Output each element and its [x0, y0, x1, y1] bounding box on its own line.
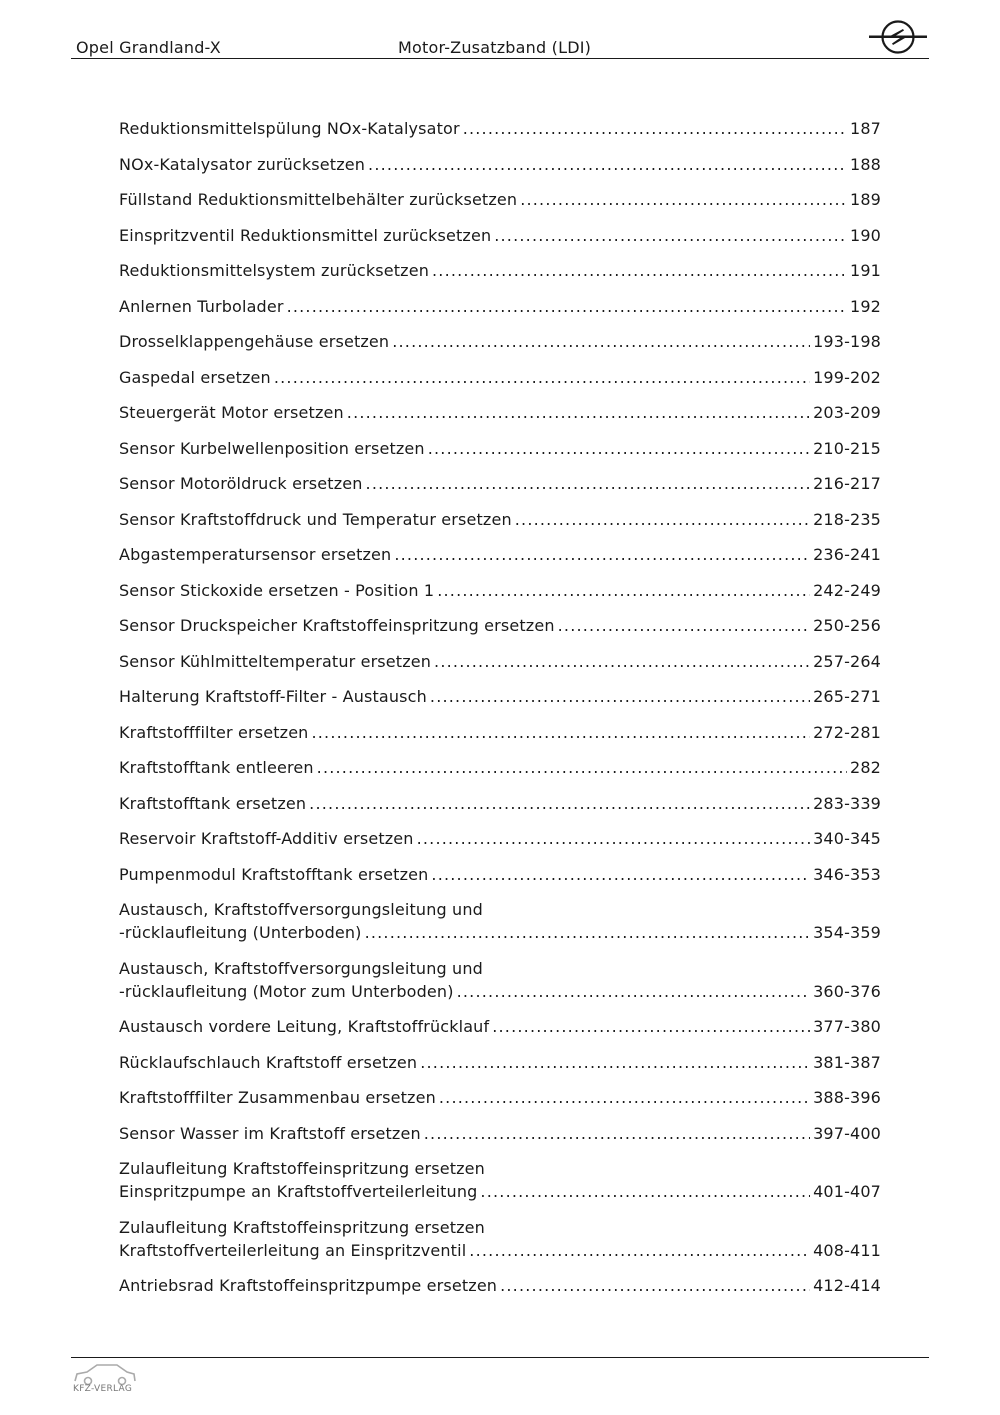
dot-leader [417, 827, 811, 850]
opel-logo-icon [867, 18, 929, 56]
toc-entry [119, 721, 881, 744]
dot-leader [492, 1015, 810, 1038]
dot-leader [347, 401, 810, 424]
dot-leader [431, 863, 810, 886]
dot-leader [457, 980, 810, 1003]
toc-entry-title: Drosselklappengehäuse ersetzen [119, 332, 390, 351]
footer-divider [71, 1357, 929, 1358]
toc-entry [119, 401, 881, 424]
toc-entry [119, 1086, 881, 1109]
dot-leader [287, 295, 847, 318]
toc-entry-line [119, 1122, 881, 1145]
toc-page-number: 193-198 [813, 332, 881, 351]
toc-entry-title: -rücklaufleitung (Unterboden) [119, 923, 362, 942]
toc-entry-line [119, 614, 881, 637]
toc-entry-title: Sensor Stickoxide ersetzen - Position 1 [119, 580, 435, 600]
toc-entry [119, 1122, 881, 1145]
toc-entry-line [119, 1086, 881, 1109]
toc-page-number: 203-209 [813, 403, 881, 422]
toc-entry-title: Austausch, Kraftstoffversorgungsleitung und [119, 900, 483, 919]
toc-entry-title: Einspritzventil Reduktionsmittel zurücksetzen [119, 225, 492, 245]
toc-entry-line [119, 827, 881, 850]
toc-page-number: 283-339 [813, 793, 881, 813]
toc-entry-title: Halterung Kraftstoff-Filter - Austausch [119, 687, 427, 706]
toc-entry-title: Kraftstofftank ersetzen [119, 793, 307, 813]
toc-entry-line-continued [119, 898, 881, 921]
toc-entry-line [119, 863, 881, 886]
toc-entry-title: Kraftstofftank entleeren [119, 758, 314, 777]
dot-leader [394, 543, 810, 566]
toc-entry-line [119, 259, 881, 282]
toc-page-number: 412-414 [813, 1276, 881, 1295]
toc-entry [119, 1216, 881, 1262]
toc-page-number: 210-215 [813, 438, 881, 458]
toc-page-number: 354-359 [813, 923, 881, 942]
toc-page-number: 192 [850, 296, 881, 316]
toc-entry [119, 756, 881, 779]
car-outline-icon [71, 1362, 139, 1386]
toc-page-number: 199-202 [813, 367, 881, 387]
toc-page-number: 191 [850, 261, 881, 280]
toc-entry [119, 579, 881, 602]
toc-entry [119, 1051, 881, 1074]
toc-entry-title: Zulaufleitung Kraftstoffeinspritzung ersetzen [119, 1159, 485, 1178]
dot-leader [463, 117, 847, 140]
toc-entry [119, 1274, 881, 1297]
toc-page-number: 388-396 [813, 1088, 881, 1107]
dot-leader [494, 224, 847, 247]
header-model-title: Opel Grandland-X [76, 38, 221, 57]
toc-entry [119, 1157, 881, 1203]
toc-page-number: 187 [850, 119, 881, 138]
toc-page-number: 242-249 [813, 580, 881, 600]
header-volume-title: Motor-Zusatzband (LDI) [398, 38, 592, 57]
toc-page-number: 381-387 [813, 1052, 881, 1072]
toc-entry-title: Austausch, Kraftstoffversorgungsleitung und [119, 958, 483, 978]
toc-entry [119, 792, 881, 815]
toc-entry-line [119, 1051, 881, 1074]
toc-entry [119, 188, 881, 211]
toc-entry [119, 259, 881, 282]
toc-entry-title: Reservoir Kraftstoff-Additiv ersetzen [119, 829, 414, 848]
toc-page-number: 408-411 [813, 1240, 881, 1260]
toc-page-number: 265-271 [813, 687, 881, 706]
toc-entry [119, 614, 881, 637]
toc-page-number: 236-241 [813, 545, 881, 564]
dot-leader [432, 259, 847, 282]
toc-entry [119, 898, 881, 944]
toc-entry-title: Sensor Wasser im Kraftstoff ersetzen [119, 1123, 421, 1143]
toc-entry-title: Abgastemperatursensor ersetzen [119, 545, 392, 564]
toc-page-number: 401-407 [813, 1182, 881, 1201]
toc-entry-title: Kraftstoffverteilerleitung an Einspritzventil [119, 1240, 467, 1260]
dot-leader [420, 1051, 810, 1074]
toc-page-number: 188 [850, 154, 881, 174]
toc-entry-title: Pumpenmodul Kraftstofftank ersetzen [119, 864, 429, 884]
toc-entry [119, 366, 881, 389]
toc-entry-title: NOx-Katalysator zurücksetzen [119, 154, 366, 174]
toc-page-number: 346-353 [813, 864, 881, 884]
toc-entry-title: Austausch vordere Leitung, Kraftstoffrücklauf [119, 1017, 490, 1036]
toc-entry-line [119, 366, 881, 389]
toc-entry-line-continued [119, 1216, 881, 1239]
page-header [71, 18, 929, 59]
toc-entry-line [119, 1015, 881, 1038]
toc-entry-title: Antriebsrad Kraftstoffeinspritzpumpe ersetzen [119, 1276, 498, 1295]
toc-entry [119, 153, 881, 176]
toc-entry-line [119, 921, 881, 944]
dot-leader [515, 508, 810, 531]
toc-entry-line [119, 437, 881, 460]
toc-entry-title: Sensor Kraftstoffdruck und Temperatur ersetzen [119, 509, 512, 529]
toc-entry-title: Kraftstofffilter ersetzen [119, 722, 309, 742]
toc-page-number: 340-345 [813, 829, 881, 848]
toc-entry-line [119, 153, 881, 176]
toc-page-number: 360-376 [813, 981, 881, 1001]
toc-entry-title: Sensor Kurbelwellenposition ersetzen [119, 438, 425, 458]
toc-entry-line [119, 579, 881, 602]
toc-entry-line [119, 224, 881, 247]
toc-entry [119, 827, 881, 850]
toc-entry-title: Anlernen Turbolader [119, 296, 284, 316]
toc-entry-title: Reduktionsmittelsystem zurücksetzen [119, 261, 429, 280]
toc-entry-title: Sensor Motoröldruck ersetzen [119, 474, 363, 493]
toc-entry [119, 508, 881, 531]
toc-entry-line [119, 685, 881, 708]
dot-leader [274, 366, 810, 389]
toc-entry-line [119, 1239, 881, 1262]
toc-page-number: 282 [850, 758, 881, 777]
toc-page-number: 190 [850, 225, 881, 245]
table-of-contents [119, 117, 881, 1310]
toc-page-number: 397-400 [813, 1123, 881, 1143]
dot-leader [430, 685, 810, 708]
dot-leader [439, 1086, 810, 1109]
toc-page-number: 257-264 [813, 651, 881, 671]
toc-entry [119, 224, 881, 247]
dot-leader [366, 472, 811, 495]
dot-leader [480, 1180, 810, 1203]
toc-entry-line [119, 330, 881, 353]
toc-entry-line [119, 401, 881, 424]
toc-entry-line-continued [119, 957, 881, 980]
toc-entry-title: Gaspedal ersetzen [119, 367, 271, 387]
toc-entry-line-continued [119, 1157, 881, 1180]
toc-entry [119, 650, 881, 673]
toc-entry-line [119, 756, 881, 779]
dot-leader [424, 1122, 810, 1145]
toc-entry-line [119, 117, 881, 140]
toc-entry [119, 685, 881, 708]
toc-entry-title: -rücklaufleitung (Motor zum Unterboden) [119, 981, 454, 1001]
toc-entry [119, 863, 881, 886]
toc-entry-line [119, 1180, 881, 1203]
toc-entry [119, 330, 881, 353]
toc-entry-line [119, 721, 881, 744]
toc-entry [119, 1015, 881, 1038]
dot-leader [392, 330, 810, 353]
toc-entry-title: Reduktionsmittelspülung NOx-Katalysator [119, 119, 460, 138]
toc-entry-title: Kraftstofffilter Zusammenbau ersetzen [119, 1088, 436, 1107]
toc-entry-line [119, 508, 881, 531]
toc-page-number: 272-281 [813, 722, 881, 742]
dot-leader [311, 721, 810, 744]
toc-entry-line [119, 295, 881, 318]
dot-leader [365, 921, 811, 944]
toc-entry-title: Steuergerät Motor ersetzen [119, 403, 344, 422]
toc-entry [119, 437, 881, 460]
toc-entry-title: Zulaufleitung Kraftstoffeinspritzung ersetzen [119, 1217, 485, 1237]
dot-leader [520, 188, 847, 211]
dot-leader [500, 1274, 810, 1297]
dot-leader [434, 650, 810, 673]
toc-entry [119, 472, 881, 495]
dot-leader [309, 792, 810, 815]
toc-entry-line [119, 792, 881, 815]
toc-page-number: 189 [850, 190, 881, 209]
toc-entry-title: Rücklaufschlauch Kraftstoff ersetzen [119, 1052, 418, 1072]
dot-leader [368, 153, 847, 176]
toc-entry-line [119, 472, 881, 495]
toc-entry [119, 295, 881, 318]
toc-entry [119, 543, 881, 566]
footer-brand: KFZ-VERLAG [73, 1384, 133, 1394]
toc-entry-line [119, 980, 881, 1003]
toc-entry-title: Einspritzpumpe an Kraftstoffverteilerleitung [119, 1182, 478, 1201]
dot-leader [437, 579, 810, 602]
toc-entry-line [119, 543, 881, 566]
dot-leader [428, 437, 810, 460]
footer-logo [71, 1362, 139, 1402]
toc-entry [119, 957, 881, 1003]
toc-entry-line [119, 188, 881, 211]
dot-leader [317, 756, 847, 779]
toc-entry [119, 117, 881, 140]
toc-entry-title: Sensor Kühlmitteltemperatur ersetzen [119, 651, 432, 671]
toc-page-number: 377-380 [813, 1017, 881, 1036]
dot-leader [558, 614, 810, 637]
toc-entry-title: Füllstand Reduktionsmittelbehälter zurücksetzen [119, 190, 518, 209]
toc-entry-line [119, 650, 881, 673]
toc-page-number: 216-217 [813, 474, 881, 493]
toc-entry-line [119, 1274, 881, 1297]
dot-leader [469, 1239, 810, 1262]
toc-entry-title: Sensor Druckspeicher Kraftstoffeinspritzung ersetzen [119, 616, 555, 635]
toc-page-number: 218-235 [813, 509, 881, 529]
toc-page-number: 250-256 [813, 616, 881, 635]
